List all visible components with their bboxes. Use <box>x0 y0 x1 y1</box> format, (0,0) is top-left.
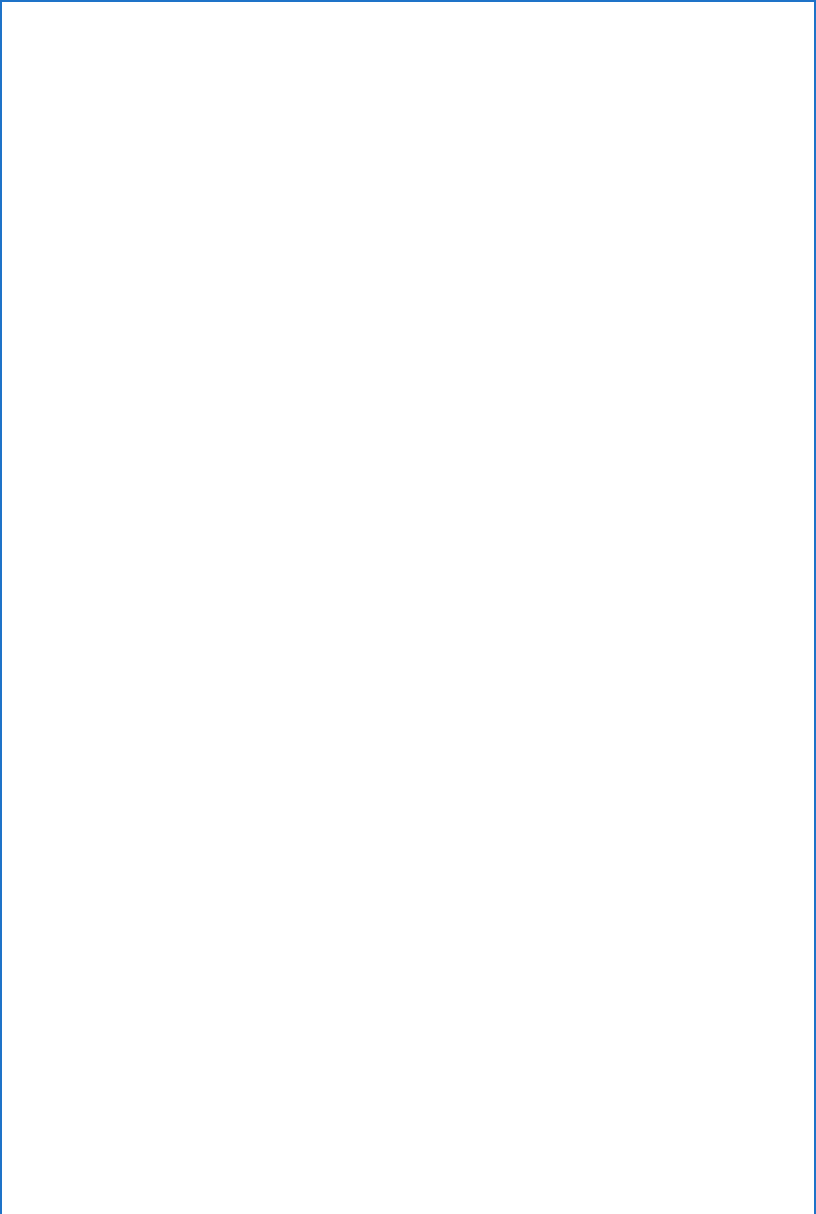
border-pattern <box>2 1198 816 1214</box>
decorative-bottom-border <box>2 1198 816 1214</box>
